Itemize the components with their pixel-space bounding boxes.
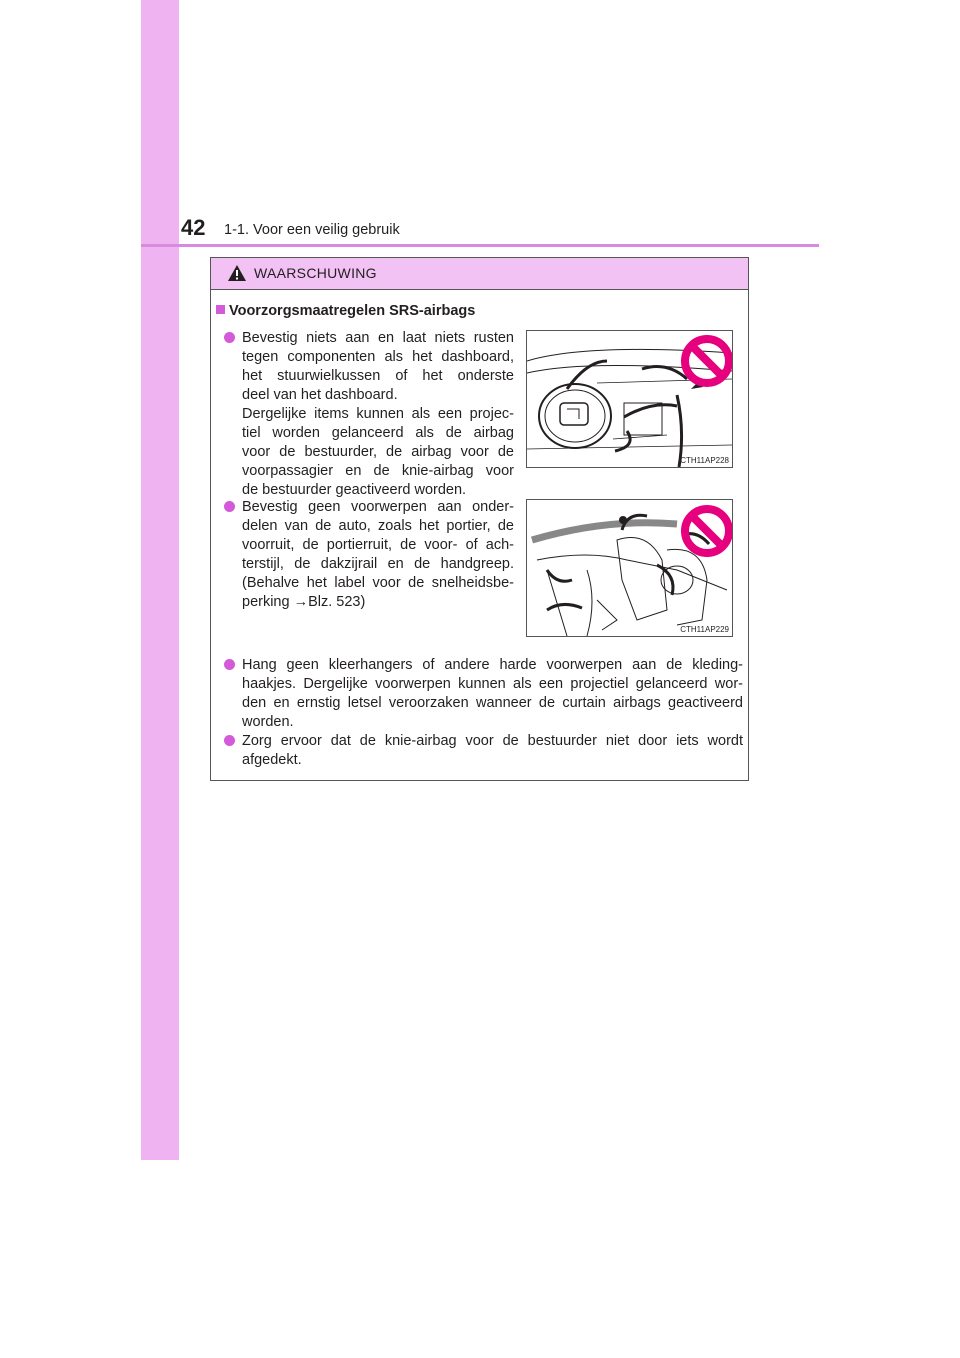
bullet-icon xyxy=(224,659,235,670)
warning-triangle-icon xyxy=(227,264,247,282)
figure-dashboard xyxy=(526,330,733,468)
section-title: 1-1. Voor een veilig gebruik xyxy=(224,222,400,238)
side-tab-bar xyxy=(141,0,179,1160)
list-item: Bevestig geen voorwerpen aan onder- delen van de auto, zoals het portier, de voorruit, de portierruit, de voor- of ach- terstijl, de dakzijrail en de handgreep. (Behalve het label voor de snelheidsbe- perking →Blz. 523) xyxy=(242,498,514,612)
prohibition-icon xyxy=(685,339,729,383)
bullet-icon xyxy=(224,735,235,746)
list-item: Zorg ervoor dat de knie-airbag voor de bestuurder niet door iets wordt afgedekt. xyxy=(242,732,743,770)
page-number: 42 xyxy=(181,215,206,240)
warning-box xyxy=(210,257,749,781)
bullet-icon xyxy=(224,501,235,512)
warning-subheading: Voorzorgsmaatregelen SRS-airbags xyxy=(216,303,475,319)
dashboard-illustration xyxy=(527,331,732,467)
square-bullet-icon xyxy=(216,305,225,314)
prohibition-icon xyxy=(685,509,729,553)
list-item: Hang geen kleerhangers of andere harde voorwerpen aan de kleding- haakjes. Dergelijke voorwerpen kunnen als een projectiel gelanceerd wor- den en ernstig letsel veroorzaken wanneer de curtain airbags geactiveerd worden. xyxy=(242,656,743,732)
list-item: Bevestig niets aan en laat niets rusten tegen componenten als het dashboard, het stuurwielkussen of het onderste deel van het dashboard. Dergelijke items kunnen als een projec- tiel worden gelanceerd als de airbag voor de bestuurder, de airbag voor de voorpassagier en de knie-airbag voor de bestuurder geactiveerd worden. xyxy=(242,329,514,500)
warning-label: WAARSCHUWING xyxy=(254,265,377,281)
interior-illustration xyxy=(527,500,732,636)
figure-code: CTH11AP228 xyxy=(680,456,729,465)
figure-interior xyxy=(526,499,733,637)
figure-code: CTH11AP229 xyxy=(680,625,729,634)
header-rule xyxy=(141,244,819,247)
bullet-icon xyxy=(224,332,235,343)
warning-header xyxy=(211,258,748,290)
